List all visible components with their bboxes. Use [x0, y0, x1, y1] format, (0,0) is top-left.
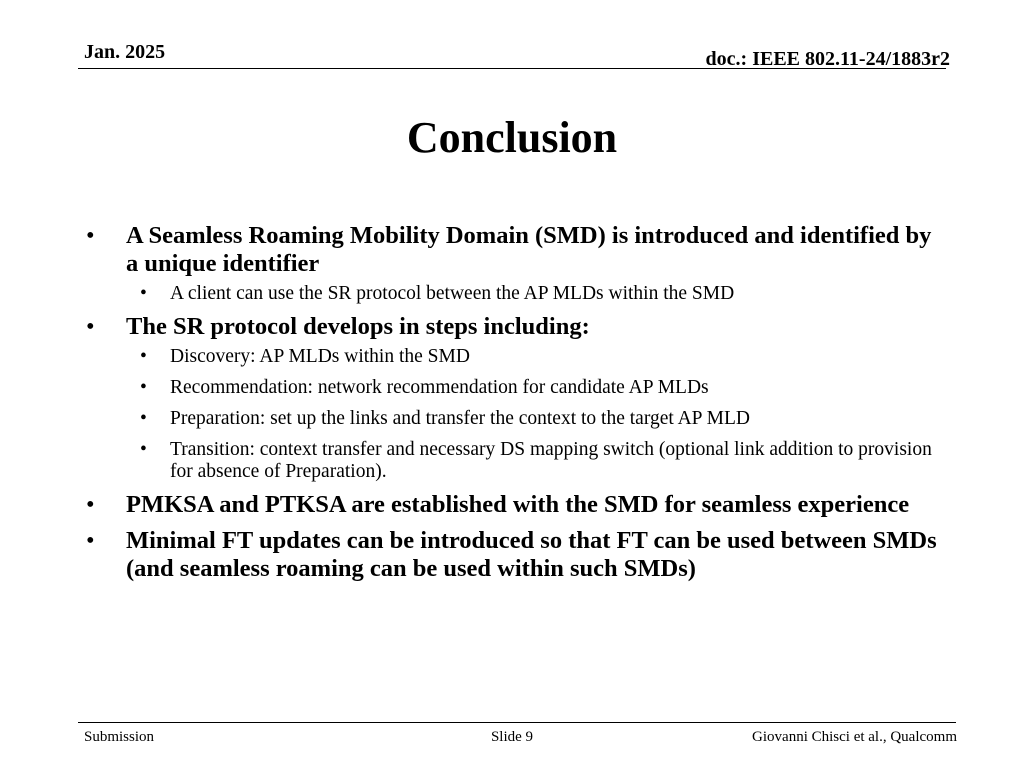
footer-slide-number: Slide 9 — [490, 729, 534, 745]
bullet-item — [80, 491, 940, 519]
sub-bullet-text: Transition: context transfer and necessary DS mapping switch (optional link addition to provision for absence of Preparation). — [170, 439, 932, 482]
sub-bullet-text: Recommendation: network recommendation for candidate AP MLDs — [170, 377, 709, 398]
sub-bullet-text: Preparation: set up the links and transfer the context to the target AP MLD — [170, 408, 750, 429]
sub-bullet-item — [80, 283, 940, 305]
header-doc-id: doc.: IEEE 802.11-24/1883r2 — [705, 48, 950, 70]
bullet-marker: • — [86, 222, 95, 249]
sub-bullet-item — [80, 377, 940, 399]
slide-title: Conclusion — [406, 113, 618, 162]
footer-submission: Submission — [84, 729, 155, 745]
bullet-text: The SR protocol develops in steps including: — [126, 313, 590, 340]
sub-bullet-text: Discovery: AP MLDs within the SMD — [170, 346, 470, 367]
sub-bullet-list — [80, 283, 940, 305]
header-divider — [78, 68, 946, 69]
header-date: Jan. 2025 — [84, 41, 166, 63]
sub-bullet-marker: • — [140, 346, 147, 367]
sub-bullet-item — [80, 439, 940, 483]
bullet-marker: • — [86, 313, 95, 340]
bullet-text: PMKSA and PTKSA are established with the SMD for seamless experience — [126, 491, 910, 518]
bullet-list — [80, 222, 940, 583]
sub-bullet-marker: • — [140, 283, 147, 304]
sub-bullet-item — [80, 408, 940, 430]
sub-bullet-marker: • — [140, 439, 147, 460]
sub-bullet-marker: • — [140, 377, 147, 398]
sub-bullet-marker: • — [140, 408, 147, 429]
bullet-marker: • — [86, 527, 95, 554]
bullet-marker: • — [86, 491, 95, 518]
footer-divider — [78, 722, 956, 723]
sub-bullet-item — [80, 346, 940, 368]
bullet-item — [80, 313, 940, 341]
bullet-item — [80, 222, 940, 278]
bullet-item — [80, 527, 940, 583]
bullet-text: A Seamless Roaming Mobility Domain (SMD) is introduced and identified by a unique identifier — [126, 222, 932, 277]
sub-bullet-text: A client can use the SR protocol between the AP MLDs within the SMD — [170, 283, 735, 304]
sub-bullet-list — [80, 346, 940, 483]
footer-author: Giovanni Chisci et al., Qualcomm — [752, 729, 957, 745]
bullet-text: Minimal FT updates can be introduced so that FT can be used between SMDs (and seamless roaming can be used within such SMDs) — [126, 527, 937, 582]
